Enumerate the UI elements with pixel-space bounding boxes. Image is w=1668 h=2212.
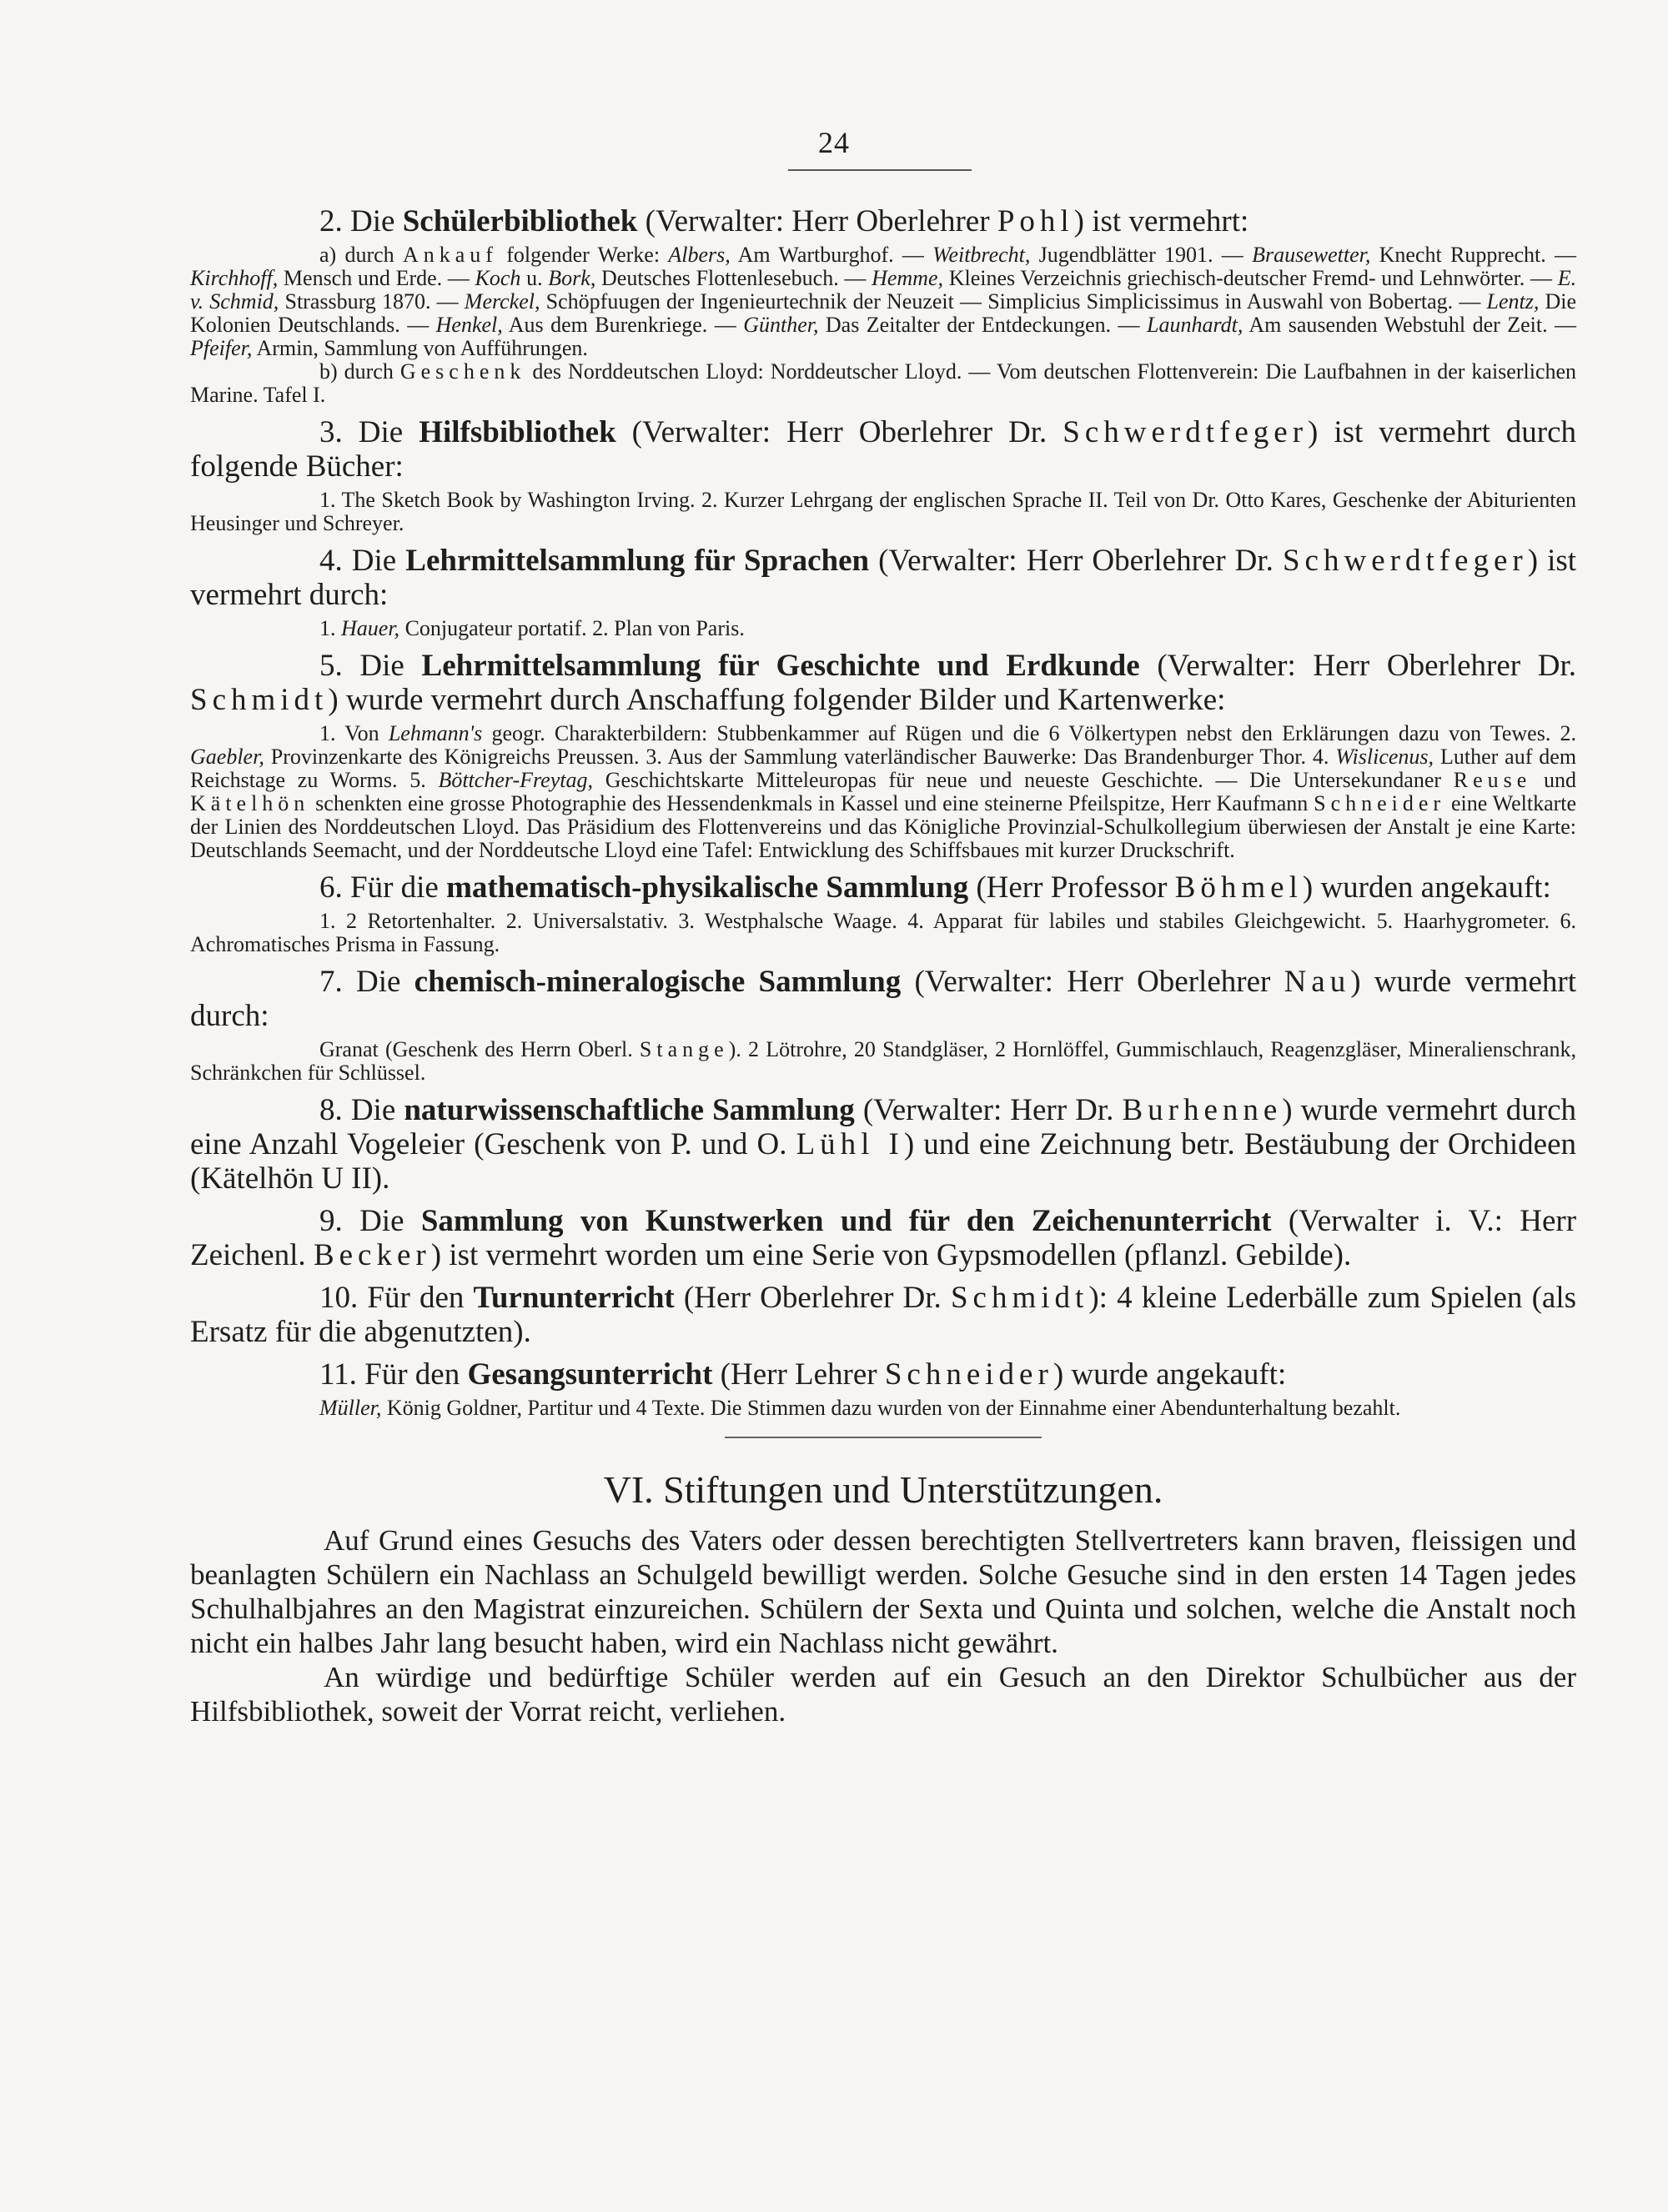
person-name: Pohl bbox=[997, 204, 1074, 238]
spaced-word: Geschenk bbox=[399, 359, 526, 384]
detail-text: Strassburg 1870. — bbox=[284, 289, 459, 313]
item-number: 11. bbox=[319, 1357, 357, 1392]
section-paragraph: Auf Grund eines Gesuchs des Vaters oder dessen berechtigten Stellvertreters kann braven, fleissigen und beanlagten Schülern ein Nachlass an Schulgeld bewilligt werden. Solche Gesuche sind in den ersten 14 Tagen jedes Schulhalbjahres an den Magistrat einzureichen. Schülern der Sexta und Quinta und solchen, welche die Anstalt noch nicht ein halbes Jahr lang besucht haben, wird ein Nachlass nicht gewährt. bbox=[190, 1524, 1576, 1659]
collection-title: Lehrmittelsammlung für Geschichte und Erdkunde bbox=[421, 649, 1140, 683]
item-text: (Verwalter: Herr Dr. bbox=[862, 1093, 1114, 1127]
detail-text: Das Zeitalter der Entdeckungen. — bbox=[825, 313, 1140, 337]
item-number: 6. bbox=[319, 870, 343, 905]
item-lead bbox=[190, 1204, 1576, 1272]
detail-text: des Norddeutschen Lloyd: Norddeutscher Lloyd. — Vom deutschen Flottenverein: Die Laufbahnen in der kaiserlichen Marine. Tafel I. bbox=[190, 359, 1577, 407]
detail-text: Am Wartburghof. — bbox=[737, 243, 924, 267]
detail-text: Jugendblätter 1901. — bbox=[1038, 243, 1243, 267]
author-name: Gaebler, bbox=[190, 745, 264, 769]
item-lead bbox=[190, 649, 1576, 717]
item-text: Die bbox=[358, 415, 404, 449]
item-text: ) ist vermehrt durch folgende Bücher: bbox=[190, 415, 1577, 484]
spaced-word: Ankauf bbox=[402, 243, 498, 267]
item-detail: 1. 2 Retortenhalter. 2. Universalstativ. 3. Westphalsche Waage. 4. Apparat für labiles und stabiles Gleichgewicht. 5. Haarhygrometer. 6. Achromatisches Prisma in Fassung. bbox=[190, 909, 1576, 956]
author-name: Albers, bbox=[668, 243, 731, 267]
item-detail bbox=[190, 617, 1576, 640]
detail-text: Schöpfuugen der Ingenieurtechnik der Neuzeit — Simplicius Simplicissimus in Auswahl von Bobertag. — bbox=[545, 289, 1481, 313]
collection-title: Sammlung von Kunstwerken und für den Zeichenunterricht bbox=[420, 1204, 1272, 1238]
detail-text: Die Kolonien Deutschlands. — bbox=[190, 289, 1577, 337]
item-detail bbox=[190, 722, 1576, 862]
collection-title: Turnunterricht bbox=[473, 1281, 675, 1315]
page-number: 24 bbox=[818, 126, 850, 159]
item-text: Die bbox=[351, 544, 397, 578]
main-content bbox=[190, 204, 1576, 1728]
detail-text: Granat (Geschenk des Herrn Oberl. bbox=[319, 1037, 633, 1061]
item-number: 9. bbox=[319, 1204, 343, 1238]
collection-title: Hilfsbibliothek bbox=[419, 415, 616, 449]
section-divider bbox=[725, 1437, 1042, 1438]
item-text: Die bbox=[350, 204, 395, 238]
item-text: Die bbox=[359, 1204, 404, 1238]
author-name: Pfeifer, bbox=[190, 336, 253, 360]
author-name: Koch bbox=[475, 266, 521, 290]
author-name: Bork, bbox=[548, 266, 596, 290]
list-item-chem-min bbox=[190, 965, 1576, 1085]
item-detail bbox=[190, 1038, 1576, 1085]
author-name: Hauer, bbox=[341, 616, 400, 640]
author-name: Wislicenus, bbox=[1335, 745, 1434, 769]
detail-text: Kleines Verzeichnis griechisch-deutscher Fremd- und Lehnwörter. — bbox=[948, 266, 1552, 290]
person-name: Schneider bbox=[884, 1357, 1053, 1392]
item-text: (Verwalter: Herr Oberlehrer Dr. bbox=[631, 415, 1048, 449]
person-name: Stange bbox=[639, 1037, 729, 1061]
detail-text: b) durch bbox=[319, 359, 394, 384]
collection-title: Gesangsunterricht bbox=[467, 1357, 713, 1392]
detail-text: Conjugateur portatif. 2. Plan von Paris. bbox=[404, 616, 745, 640]
collection-title: Schülerbibliothek bbox=[402, 204, 638, 238]
detail-text: u. bbox=[526, 266, 543, 290]
item-number: 5. bbox=[319, 649, 343, 683]
author-name: Müller, bbox=[319, 1396, 382, 1420]
author-name: Kirchhoff, bbox=[190, 266, 279, 290]
item-text: ) und eine Zeichnung betr. Bestäubung der Orchideen (Kätelhön U II). bbox=[190, 1127, 1577, 1196]
author-name: Merckel, bbox=[464, 289, 540, 313]
detail-text: ). 2 Lötrohre, 20 Standgläser, 2 Hornlöffel, Gummischlauch, Reagenzgläser, Mineralienschrank, Schränkchen für Schlüssel. bbox=[190, 1037, 1576, 1085]
item-text: ) wurde vermehrt durch Anschaffung folgender Bilder und Kartenwerke: bbox=[328, 683, 1226, 717]
list-item-lehrmittel-geschichte bbox=[190, 649, 1576, 862]
person-name: Schmidt bbox=[950, 1281, 1089, 1315]
author-name: Lehmann's bbox=[388, 721, 483, 745]
collection-title: Lehrmittelsammlung für Sprachen bbox=[405, 544, 870, 578]
detail-text: folgender Werke: bbox=[506, 243, 661, 267]
item-detail bbox=[190, 360, 1576, 407]
item-text: (Herr Oberlehrer Dr. bbox=[683, 1281, 942, 1315]
collection-title: mathematisch-physikalische Sammlung bbox=[446, 870, 969, 905]
detail-text: schenkten eine grosse Photographie des Hessendenkmals in Kassel und eine steinerne Pfeilspitze, Herr Kaufmann bbox=[315, 791, 1309, 815]
detail-text: und bbox=[1544, 768, 1577, 792]
person-name: Nau bbox=[1284, 965, 1351, 999]
item-text: (Verwalter: Herr Oberlehrer bbox=[645, 204, 990, 238]
author-name: Günther, bbox=[743, 313, 819, 337]
person-name: Schneider bbox=[1314, 791, 1446, 815]
item-text: (Verwalter: Herr Oberlehrer bbox=[914, 965, 1271, 999]
person-name: Schmidt bbox=[190, 683, 329, 717]
item-detail: 1. The Sketch Book by Washington Irving. 2. Kurzer Lehrgang der englischen Sprache II. Teil von Dr. Otto Kares, Geschenke der Abiturienten Heusinger und Schreyer. bbox=[190, 488, 1576, 535]
item-number: 4. bbox=[319, 544, 343, 578]
detail-text: Luther auf dem Reichstage zu Worms. 5. bbox=[190, 745, 1577, 792]
item-text: (Herr Lehrer bbox=[720, 1357, 877, 1392]
detail-text: Deutsches Flottenlesebuch. — bbox=[601, 266, 867, 290]
item-lead bbox=[190, 544, 1576, 612]
item-lead bbox=[190, 415, 1576, 484]
item-text: Die bbox=[350, 1093, 396, 1127]
author-name: E. v. Schmid, bbox=[190, 266, 1577, 313]
detail-text: Am sausenden Webstuhl der Zeit. — bbox=[1248, 313, 1577, 337]
person-name: Lühl I bbox=[796, 1127, 904, 1161]
item-number: 3. bbox=[319, 415, 343, 449]
item-text: ) wurde vermehrt durch eine Anzahl Vogeleier (Geschenk von P. und O. bbox=[190, 1093, 1577, 1161]
detail-text: Knecht Rupprecht. — bbox=[1379, 243, 1577, 267]
detail-text: eine Weltkarte der Linien des Norddeutschen Lloyd. Das Präsidium des Flottenvereins und das Königliche Provinzial-Schulkollegium überwiesen der Anstalt je eine Karte: Deutschlands Seemacht, und der Norddeutsche Lloyd eine Tafel: Entwicklung des Schiffsbaues mit kurzer Druckschrift. bbox=[190, 791, 1577, 862]
list-item-naturwiss bbox=[190, 1093, 1576, 1196]
author-name: Lentz, bbox=[1486, 289, 1540, 313]
item-lead bbox=[190, 204, 1576, 238]
person-name: Kätelhön bbox=[190, 791, 310, 815]
detail-text: Geschichtskarte Mitteleuropas für neue und neueste Geschichte. — Die Untersekundaner bbox=[605, 768, 1442, 792]
item-lead bbox=[190, 1357, 1576, 1392]
section-paragraph: An würdige und bedürftige Schüler werden auf ein Gesuch an den Direktor Schulbücher aus der Hilfsbibliothek, soweit der Vorrat reicht, verliehen. bbox=[190, 1661, 1576, 1728]
list-item-kunstwerke bbox=[190, 1204, 1576, 1272]
item-number: 7. bbox=[319, 965, 343, 999]
item-detail bbox=[190, 243, 1576, 360]
item-text: ) wurden angekauft: bbox=[1302, 870, 1551, 905]
detail-text: Armin, Sammlung von Aufführungen. bbox=[256, 336, 588, 360]
item-text: (Verwalter i. V.: Herr Zeichenl. bbox=[190, 1204, 1577, 1272]
item-text: Die bbox=[355, 965, 401, 999]
person-name: Reuse bbox=[1453, 768, 1532, 792]
detail-text: Provinzenkarte des Königreichs Preussen. 3. Aus der Sammlung vaterländischer Bauwerke: Das Brandenburger Thor. 4. bbox=[270, 745, 1329, 769]
author-name: Brausewetter, bbox=[1252, 243, 1371, 267]
detail-text: geogr. Charakterbildern: Stubbenkammer auf Rügen und die 6 Völkertypen nebst den Erklärungen dazu von Tewes. 2. bbox=[491, 721, 1576, 745]
item-text: Für die bbox=[350, 870, 439, 905]
item-lead bbox=[190, 870, 1576, 905]
item-lead bbox=[190, 1093, 1576, 1196]
person-name: Burhenne bbox=[1122, 1093, 1283, 1127]
collection-title: naturwissenschaftliche Sammlung bbox=[404, 1093, 855, 1127]
author-name: Launhardt, bbox=[1146, 313, 1243, 337]
list-item-hilfsbibliothek bbox=[190, 415, 1576, 535]
author-name: Henkel, bbox=[435, 313, 503, 337]
author-name: Böttcher-Freytag, bbox=[438, 768, 593, 792]
list-item-math-phys bbox=[190, 870, 1576, 956]
person-name: Becker bbox=[313, 1238, 431, 1272]
list-item-schuelerbibliothek bbox=[190, 204, 1576, 407]
item-text: Die bbox=[359, 649, 404, 683]
item-text: ) ist vermehrt: bbox=[1073, 204, 1249, 238]
item-text: (Herr Professor bbox=[976, 870, 1168, 905]
collection-title: chemisch-mineralogische Sammlung bbox=[414, 965, 902, 999]
list-item-gesangsunterricht bbox=[190, 1357, 1576, 1420]
list-item-lehrmittel-sprachen bbox=[190, 544, 1576, 640]
item-text: (Verwalter: Herr Oberlehrer Dr. bbox=[1157, 649, 1577, 683]
item-text: ) wurde vermehrt durch: bbox=[190, 965, 1577, 1033]
detail-text: Aus dem Burenkriege. — bbox=[508, 313, 736, 337]
detail-text: 1. Von bbox=[319, 721, 379, 745]
top-divider bbox=[788, 169, 972, 171]
item-text: Für den bbox=[364, 1357, 460, 1392]
item-text: ) ist vermehrt durch: bbox=[190, 544, 1577, 612]
list-item-turnunterricht bbox=[190, 1281, 1576, 1349]
author-name: Hemme, bbox=[872, 266, 943, 290]
item-lead bbox=[190, 1281, 1576, 1349]
item-text: ) ist vermehrt worden um eine Serie von Gypsmodellen (pflanzl. Gebilde). bbox=[430, 1238, 1352, 1272]
item-lead bbox=[190, 965, 1576, 1033]
section-heading: VI. Stiftungen und Unterstützungen. bbox=[603, 1468, 1163, 1511]
detail-text: König Goldner, Partitur und 4 Texte. Die Stimmen dazu wurden von der Einnahme einer Abendunterhaltung bezahlt. bbox=[386, 1396, 1401, 1420]
item-detail bbox=[190, 1397, 1576, 1420]
person-name: Schwerdtfeger bbox=[1063, 415, 1309, 449]
item-text: (Verwalter: Herr Oberlehrer Dr. bbox=[878, 544, 1274, 578]
item-text: Für den bbox=[367, 1281, 465, 1315]
person-name: Böhmel bbox=[1174, 870, 1303, 905]
item-number: 2. bbox=[319, 204, 343, 238]
detail-text: Mensch und Erde. — bbox=[283, 266, 470, 290]
detail-text: 1. bbox=[319, 616, 336, 640]
detail-text: a) durch bbox=[319, 243, 394, 267]
item-number: 10. bbox=[319, 1281, 359, 1315]
item-text: ): 4 kleine Lederbälle zum Spielen (als Ersatz für die abgenutzten). bbox=[190, 1281, 1577, 1349]
person-name: Schwerdtfeger bbox=[1282, 544, 1528, 578]
item-text: ) wurde angekauft: bbox=[1053, 1357, 1287, 1392]
author-name: Weitbrecht, bbox=[932, 243, 1031, 267]
item-number: 8. bbox=[319, 1093, 343, 1127]
